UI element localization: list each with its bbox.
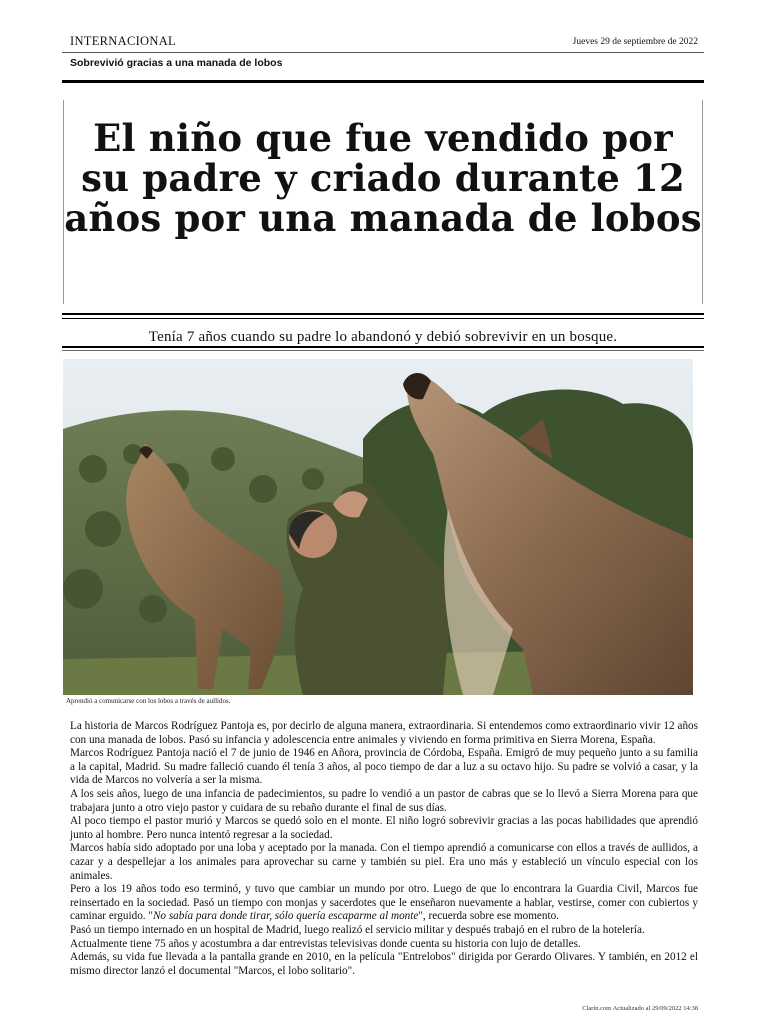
paragraph-1: La historia de Marcos Rodríguez Pantoja es, por decirlo de alguna manera, extraordinaria. Si entendemos como extraordinario vivir 12 años con una manada de lobos. Pasó su infancia y adolescencia entre animales y viviendo en forma primitiva en Sierra Morena, España. <box>70 720 698 746</box>
kicker: Sobrevivió gracias a una manada de lobos <box>70 57 283 69</box>
headline-top-rule <box>62 80 704 83</box>
paragraph-8: Actualmente tiene 75 años y acostumbra a dar entrevistas televisivas donde cuenta su historia con lujo de detalles. <box>70 937 581 950</box>
headline-bottom-rule <box>62 313 704 315</box>
paragraph-2: Marcos Rodríguez Pantoja nació el 7 de junio de 1946 en Añora, provincia de Córdoba, España. Emigró de muy pequeño junto a su familia a la capital, Madrid. Su madre falleció cuando él tenía 3 años, al poco tiempo de dar a luz a su octavo hijo. Su padre se volvió a casar, y la vida de Marcos no volvería a ser la misma. <box>70 747 698 787</box>
article-body <box>70 720 698 978</box>
paragraph-7: Pasó un tiempo internado en un hospital de Madrid, luego realizó el servicio militar y después trabajó en el rubro de la hotelería. <box>70 923 645 936</box>
paragraph-5: Marcos había sido adoptado por una loba y aceptado por la manada. Con el tiempo aprendió a comunicarse con ellos a través de aullidos, a cazar y a despellejar a los animales para aprovechar su carne y también su piel. Era uno más y estableció un vínculo especial con los animales. <box>70 842 698 882</box>
paragraph-6 <box>70 883 698 924</box>
subheadline: Tenía 7 años cuando su padre lo abandonó y debió sobrevivir en un bosque. <box>148 329 618 345</box>
headline-bottom-rule-2 <box>62 318 704 319</box>
paragraph-6-text: Pero a los 19 años todo eso terminó, y tuvo que cambiar un mundo por otro. Luego de que lo encontrara la Guardia Civil, Marcos fue reinsertado en la sociedad. Pasó un tiempo con monjas y sacerdotes que le enseñaron nuevamente a hablar, vestirse, comer con cubiertos y caminar erguido. " <box>70 883 698 923</box>
paragraph-9: Además, su vida fue llevada a la pantalla grande en 2010, en la película "Entrelobos" dirigida por Gerardo Olivares. Y también, en 2012 el mismo director lanzó el documental "Marcos, el lobo solitario". <box>70 951 698 977</box>
paragraph-6-quote: No sabía para donde tirar, sólo quería escaparme al monte <box>152 910 419 923</box>
publication-date: Jueves 29 de septiembre de 2022 <box>572 37 698 47</box>
paragraph-4: Al poco tiempo el pastor murió y Marcos se quedó solo en el monte. El niño logró sobrevivir gracias a las pocas habilidades que aprendió junto al hombre. Pero nunca intentó regresar a la sociedad. <box>70 815 698 841</box>
footer-credit: Clarín.com Actualizado al 29/09/2022 14:38 <box>582 1005 698 1012</box>
subhead-rule <box>62 346 704 348</box>
header-rule <box>62 52 704 53</box>
wolves-photo <box>63 359 693 695</box>
headline: El niño que fue vendido por su padre y criado durante 12 años por una manada de lobos <box>64 116 702 240</box>
section-name: INTERNACIONAL <box>70 34 176 48</box>
subhead-rule-2 <box>62 350 704 351</box>
photo-caption: Aprendió a comunicarse con los lobos a través de aullidos. <box>66 697 231 705</box>
paragraph-3: A los seis años, luego de una infancia de padecimientos, su padre lo vendió a un pastor de cabras que se lo llevó a Sierra Morena para que trabajara junto a otro viejo pastor y cuidara de su rebaño durante el final de sus días. <box>70 787 698 814</box>
paragraph-6-tail: ", recuerda sobre ese momento. <box>418 910 559 923</box>
